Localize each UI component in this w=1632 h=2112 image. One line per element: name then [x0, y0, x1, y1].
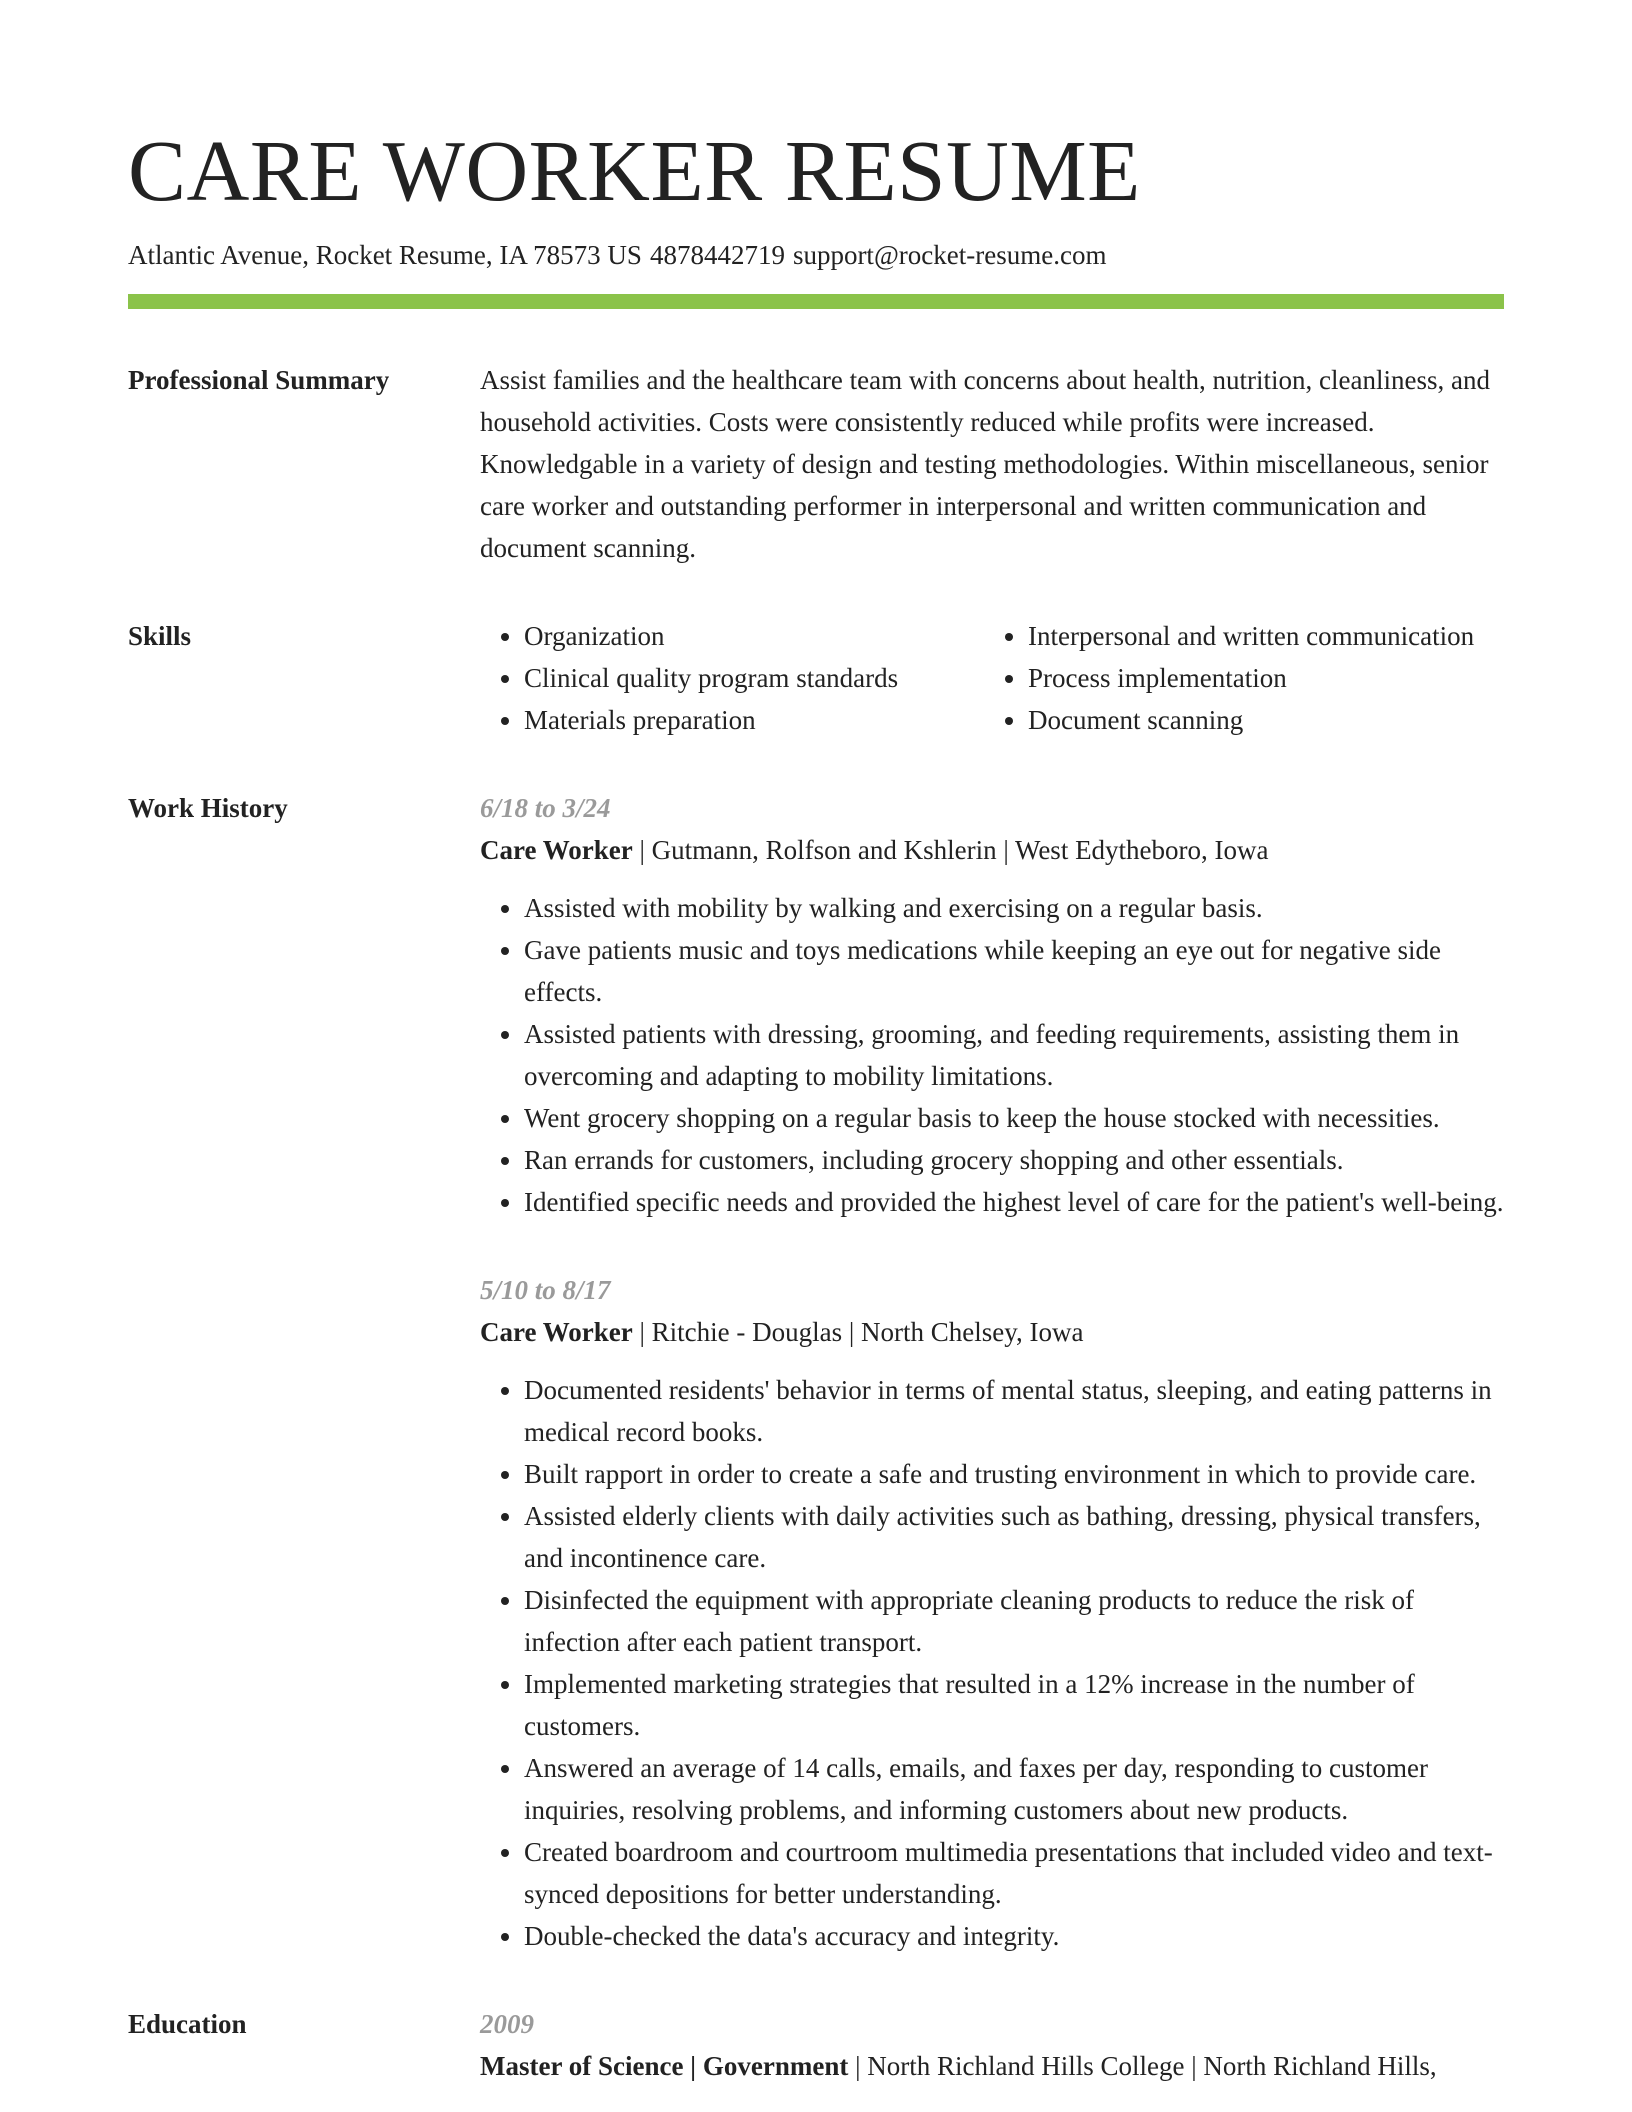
job-details: | Ritchie - Douglas | North Chelsey, Iowa [632, 1317, 1084, 1347]
skills-heading: Skills [128, 621, 192, 651]
education-details: | North Richland Hills College | North Richland Hills, [848, 2051, 1437, 2081]
skill-item: • Process implementation [1028, 657, 1504, 699]
education-year: 2009 [480, 2009, 534, 2039]
summary-heading: Professional Summary [128, 365, 390, 395]
contact-phone: 4878442719 [649, 240, 785, 270]
job-bullet: • Gave patients music and toys medications while keeping an eye out for negative side effects. [524, 929, 1504, 1013]
job-heading [480, 1311, 1504, 1353]
education-section [128, 2003, 1504, 2087]
work-history-section [128, 787, 1504, 1957]
job-bullet: • Created boardroom and courtroom multimedia presentations that included video and text-synced depositions for better understanding. [524, 1831, 1504, 1915]
skill-item: • Organization [524, 615, 984, 657]
job-bullet: • Double-checked the data's accuracy and integrity. [524, 1915, 1504, 1957]
skills-list-right [984, 615, 1504, 741]
contact-address: Atlantic Avenue, Rocket Resume, IA 78573 US [128, 240, 642, 270]
job-dates: 5/10 to 8/17 [480, 1275, 611, 1305]
job-heading [480, 829, 1504, 871]
job-bullet: • Identified specific needs and provided the highest level of care for the patient's well-being. [524, 1181, 1504, 1223]
job-bullet: • Went grocery shopping on a regular basis to keep the house stocked with necessities. [524, 1097, 1504, 1139]
job-bullet: • Built rapport in order to create a safe and trusting environment in which to provide care. [524, 1453, 1504, 1495]
skills-section [128, 615, 1504, 741]
skill-item: • Document scanning [1028, 699, 1504, 741]
education-entry [480, 2045, 1504, 2087]
resume-page [128, 0, 1504, 2087]
summary-text: Assist families and the healthcare team with concerns about health, nutrition, cleanliness, and household activities. Costs were consistently reduced while profits were increased. Knowledgable in a variety of design and testing methodologies. Within miscellaneous, senior care worker and outstanding performer in interpersonal and written communication and document scanning. [480, 365, 1490, 563]
resume-title: CARE WORKER RESUME [128, 122, 1141, 219]
job-bullets [480, 887, 1504, 1223]
job-dates: 6/18 to 3/24 [480, 793, 611, 823]
skill-item: • Materials preparation [524, 699, 984, 741]
skill-item: • Clinical quality program standards [524, 657, 984, 699]
job-bullet: • Implemented marketing strategies that resulted in a 12% increase in the number of customers. [524, 1663, 1504, 1747]
summary-section [128, 359, 1504, 569]
contact-email: support@rocket-resume.com [792, 240, 1107, 270]
job-bullet: • Documented residents' behavior in terms of mental status, sleeping, and eating patterns in medical record books. [524, 1369, 1504, 1453]
job-bullets [480, 1369, 1504, 1957]
contact-line [128, 238, 1504, 272]
job-entry [480, 787, 1504, 1223]
job-bullet: • Disinfected the equipment with appropriate cleaning products to reduce the risk of infection after each patient transport. [524, 1579, 1504, 1663]
job-title: Care Worker [480, 835, 633, 865]
work-history-heading: Work History [128, 793, 288, 823]
job-entry [480, 1269, 1504, 1957]
job-bullet: • Answered an average of 14 calls, emails, and faxes per day, responding to customer inquiries, resolving problems, and informing customers about new products. [524, 1747, 1504, 1831]
job-bullet: • Assisted patients with dressing, grooming, and feeding requirements, assisting them in overcoming and adapting to mobility limitations. [524, 1013, 1504, 1097]
job-bullet: • Ran errands for customers, including grocery shopping and other essentials. [524, 1139, 1504, 1181]
skill-item: • Interpersonal and written communication [1028, 615, 1504, 657]
job-details: | Gutmann, Rolfson and Kshlerin | West Edytheboro, Iowa [632, 835, 1269, 865]
skills-list-left [480, 615, 984, 741]
job-title: Care Worker [480, 1317, 633, 1347]
education-heading: Education [128, 2009, 247, 2039]
header-divider [128, 294, 1504, 309]
job-bullet: • Assisted with mobility by walking and exercising on a regular basis. [524, 887, 1504, 929]
education-degree: Master of Science | Government [480, 2051, 849, 2081]
job-bullet: • Assisted elderly clients with daily activities such as bathing, dressing, physical transfers, and incontinence care. [524, 1495, 1504, 1579]
